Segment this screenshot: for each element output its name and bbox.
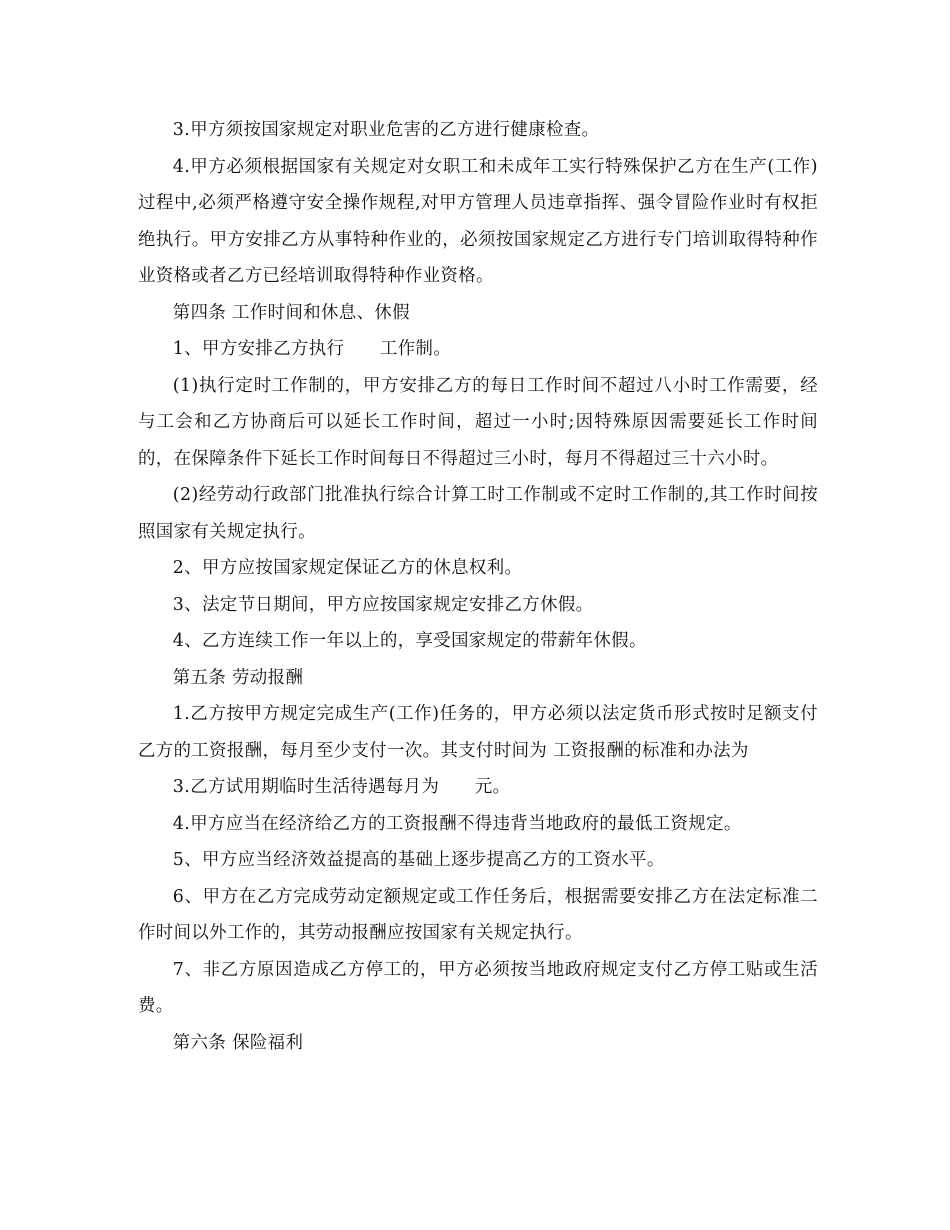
paragraph-work-system: 1、甲方安排乙方执行 工作制。	[172, 339, 452, 359]
paragraph-comprehensive-hours: (2)经劳动行政部门批准执行综合计算工时工作制或不定时工作制的,其工作时间按照国家有关规定执行。	[138, 485, 818, 542]
section-heading-article-4: 第四条 工作时间和休息、休假	[172, 302, 411, 323]
paragraph-holidays: 3、法定节日期间，甲方应按国家规定安排乙方休假。	[172, 594, 594, 615]
paragraph-stoppage-pay: 7、非乙方原因造成乙方停工的，甲方必须按当地政府规定支付乙方停工贴或生活费。	[138, 959, 818, 1016]
section-heading-article-5: 第五条 劳动报酬	[172, 667, 304, 688]
paragraph-rest-rights: 2、甲方应按国家规定保证乙方的休息权利。	[172, 558, 523, 578]
paragraph-annual-leave: 4、乙方连续工作一年以上的，享受国家规定的带薪年休假。	[172, 631, 647, 651]
paragraph-wage-increase: 5、甲方应当经济效益提高的基础上逐步提高乙方的工资水平。	[172, 850, 665, 870]
paragraph-overtime-pay: 6、甲方在乙方完成劳动定额规定或工作任务后，根据需要安排乙方在法定标准二作时间以外工作的，其劳动报酬应按国家有关规定执行。	[138, 886, 818, 943]
paragraph-probation-pay: 3.乙方试用期临时生活待遇每月为 元。	[172, 777, 511, 797]
document-page	[138, 112, 818, 1061]
paragraph-fixed-hours: (1)执行定时工作制的，甲方安排乙方的每日工作时间不超过八小时工作需要，经与工会和乙方协商后可以延长工作时间，超过一小时;因特殊原因需要延长工作时间的，在保障条件下延长工作时间每日不得超过三小时，每月不得超过三十六小时。	[138, 375, 818, 469]
paragraph-wage-payment: 1.乙方按甲方规定完成生产(工作)任务的，甲方必须以法定货币形式按时足额支付乙方的工资报酬，每月至少支付一次。其支付时间为 工资报酬的标准和办法为	[138, 704, 818, 761]
paragraph-health-check: 3.甲方须按国家规定对职业危害的乙方进行健康检查。	[172, 120, 600, 140]
section-heading-article-6: 第六条 保险福利	[172, 1032, 304, 1053]
paragraph-special-protection: 4.甲方必须根据国家有关规定对女职工和未成年工实行特殊保护乙方在生产(工作)过程中,必须严格遵守安全操作规程,对甲方管理人员违章指挥、强令冒险作业时有权拒绝执行。甲方安排乙方从事特种作业的，必须按国家规定乙方进行专门培训取得特种作业资格或者乙方已经培训取得特种作业资格。	[138, 156, 818, 286]
paragraph-minimum-wage: 4.甲方应当在经济给乙方的工资报酬不得违背当地政府的最低工资规定。	[172, 813, 742, 834]
